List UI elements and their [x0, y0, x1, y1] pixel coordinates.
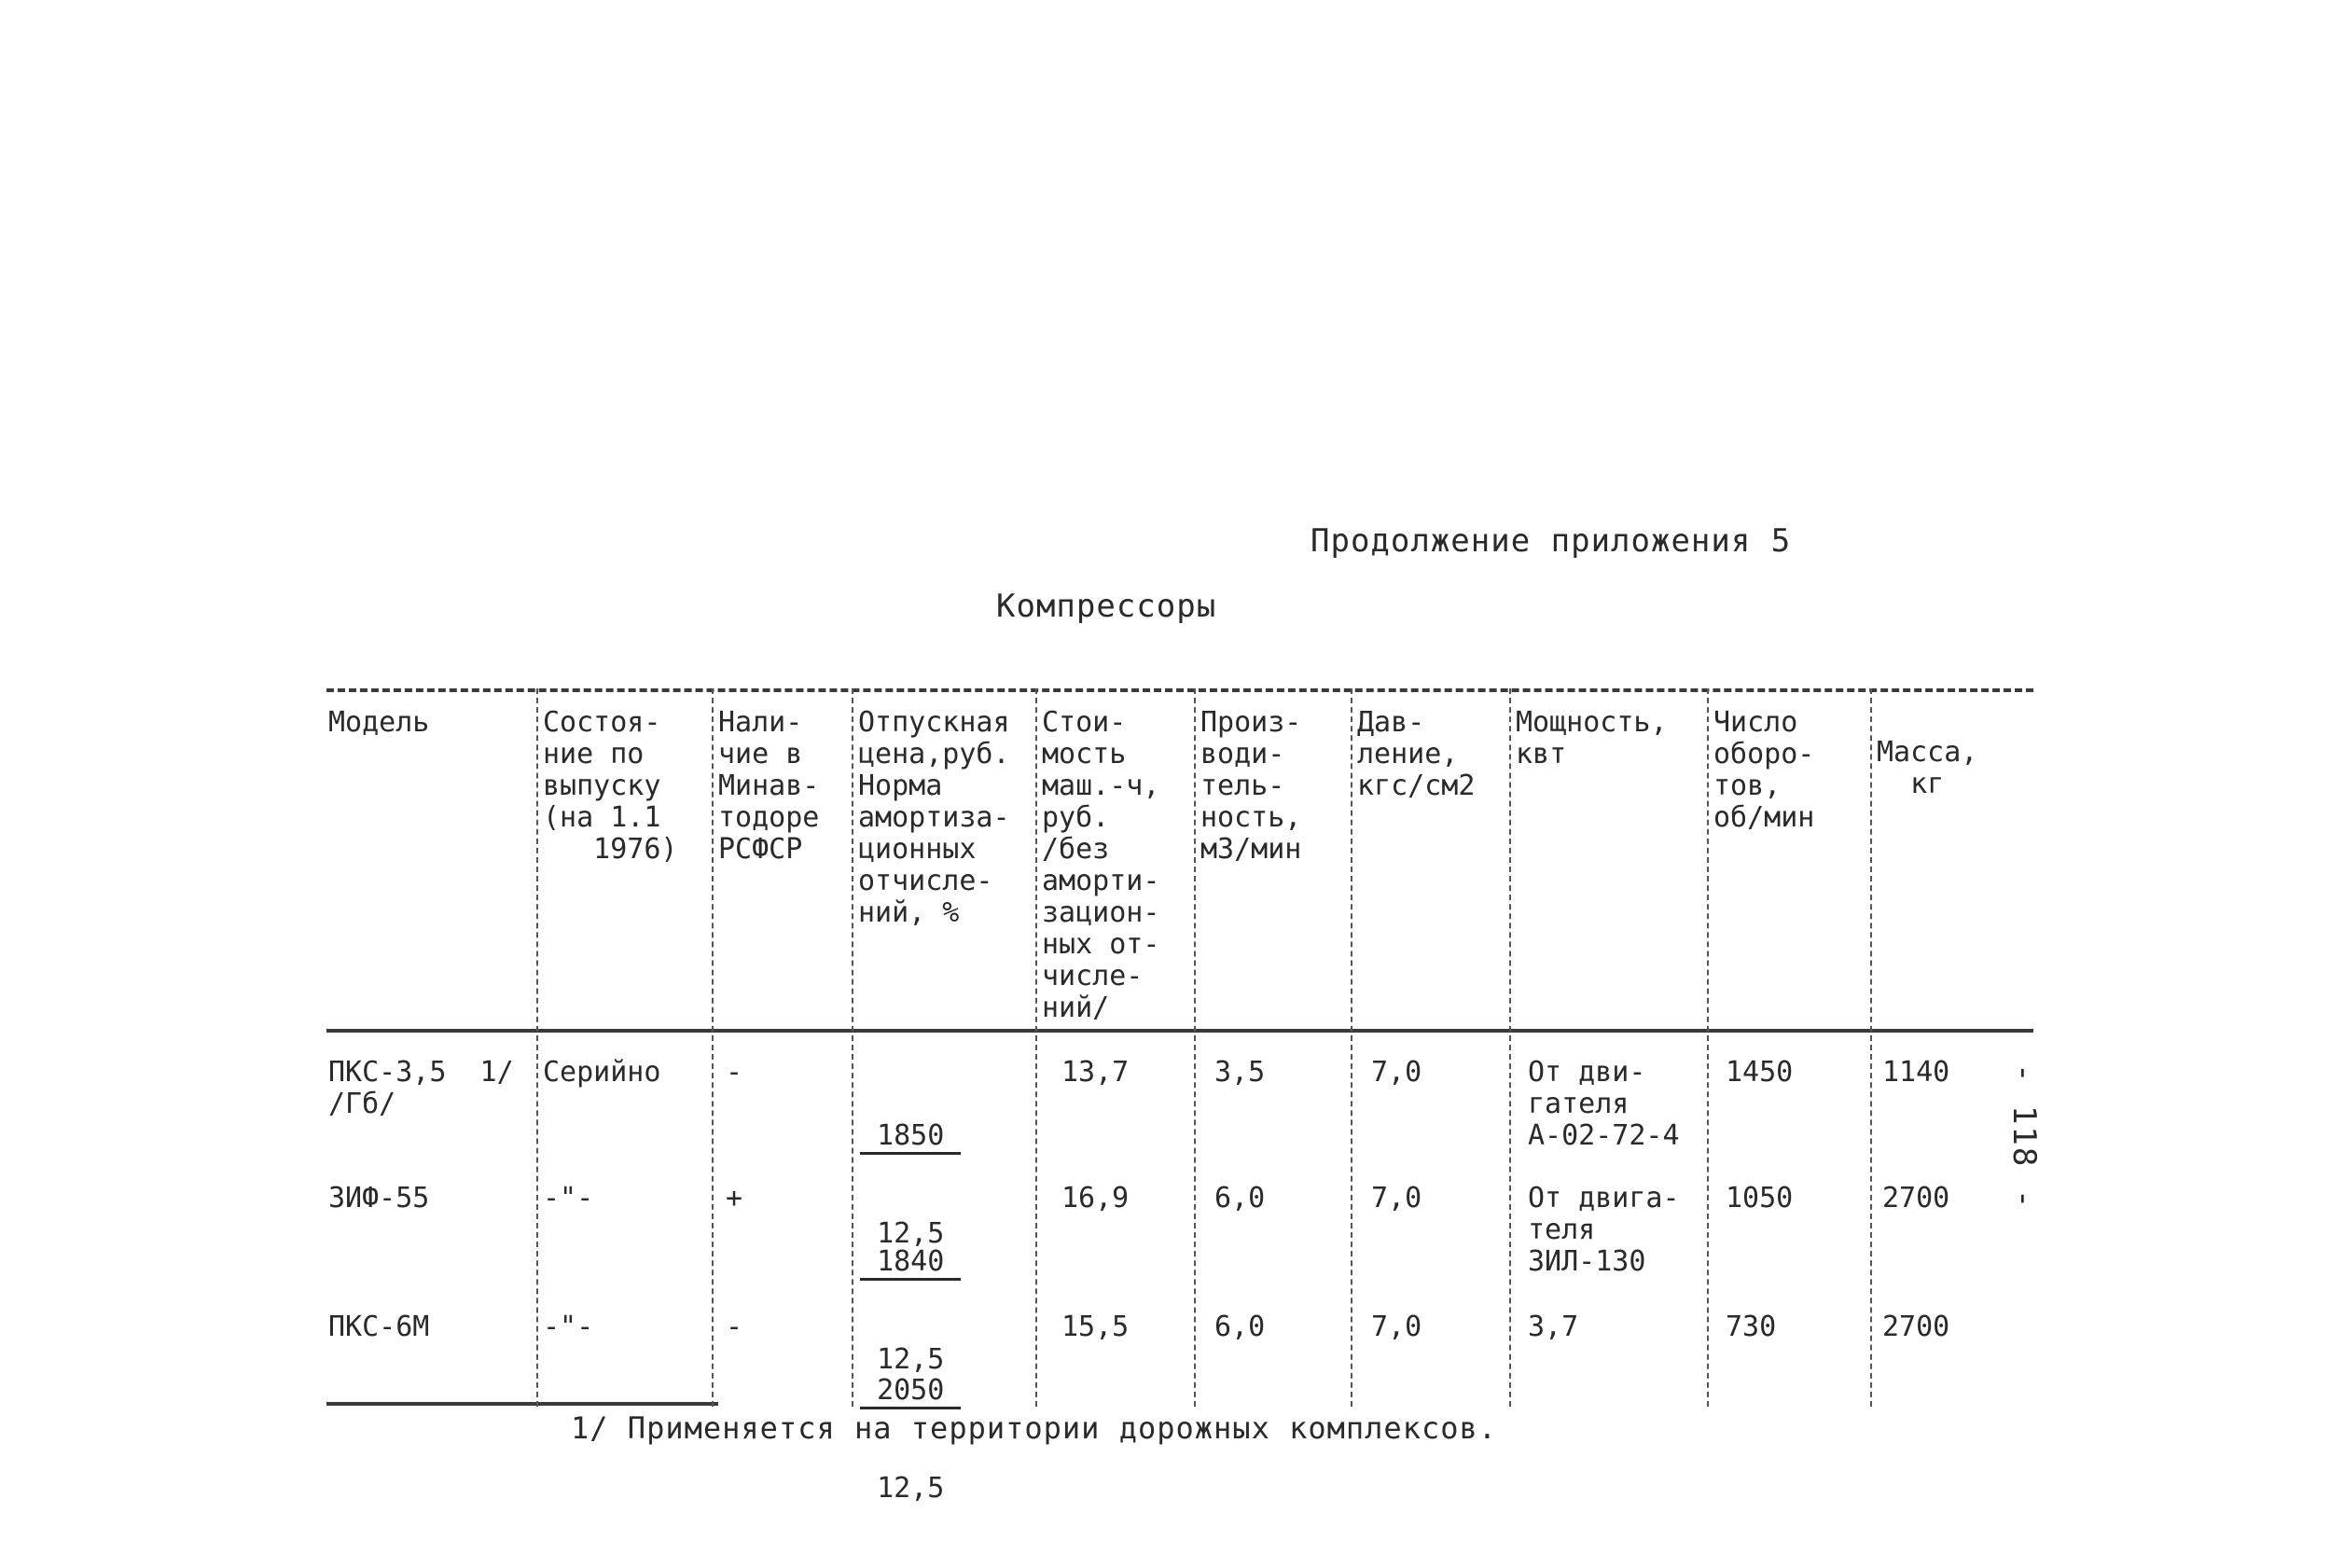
appendix-heading: Продолжение приложения 5 — [1311, 522, 1792, 560]
table-cell-status: Серийно — [543, 1056, 661, 1089]
table-cell-power: 3,7 — [1528, 1311, 1579, 1343]
depreciation-value: 12,5 — [877, 1343, 945, 1376]
header-pressure: Дав- ление, кгс/см2 — [1357, 706, 1476, 802]
header-availability: Нали- чие в Минав- тодоре РСФСР — [718, 706, 820, 866]
price-value: 1840 — [860, 1246, 961, 1281]
table-cell-rpm: 1050 — [1726, 1182, 1794, 1214]
depreciation-value: 12,5 — [877, 1472, 945, 1505]
table-cell-pressure: 7,0 — [1371, 1311, 1422, 1343]
price-value: 2050 — [860, 1375, 961, 1409]
header-status: Состоя- ние по выпуску (на 1.1 1976) — [543, 706, 678, 866]
header-capacity: Произ- води- тель- ность, м3/мин — [1200, 706, 1302, 866]
table-cell-power: От двига- теля ЗИЛ-130 — [1528, 1182, 1680, 1278]
table-cell-capacity: 3,5 — [1214, 1056, 1266, 1089]
header-power: Мощность, квт — [1516, 706, 1668, 770]
table-cell-rpm: 730 — [1726, 1311, 1777, 1343]
table-cell-cost: 13,7 — [1061, 1056, 1130, 1089]
table-cell-power: От дви- гателя А-02-72-4 — [1528, 1056, 1680, 1152]
table-cell-rpm: 1450 — [1726, 1056, 1794, 1089]
table-cell-model: ПКС-6М — [328, 1311, 430, 1343]
table-cell-status: -"- — [543, 1182, 594, 1214]
table-cell-status: -"- — [543, 1311, 594, 1343]
table-title: Компрессоры — [996, 588, 1217, 625]
table-cell-cost: 15,5 — [1061, 1311, 1130, 1343]
table-cell-pressure: 7,0 — [1371, 1182, 1422, 1214]
table-cell-capacity: 6,0 — [1214, 1311, 1266, 1343]
column-divider — [1035, 688, 1037, 1407]
header-cost: Стои- мость маш.-ч, руб. /без аморти- зацион- ных от- числе- ний/ — [1042, 706, 1160, 1024]
header-rpm: Число оборо- тов, об/мин — [1713, 706, 1815, 834]
column-divider — [1870, 688, 1872, 1407]
table-cell-mass: 2700 — [1882, 1182, 1950, 1214]
table-cell-cost: 16,9 — [1061, 1182, 1130, 1214]
depreciation-value: 12,5 — [877, 1217, 945, 1250]
header-price: Отпускная цена,руб. Норма амортиза- ционных отчисле- ний, % — [858, 706, 1010, 929]
page-number: - 118 - — [2005, 1063, 2043, 1211]
column-divider — [1509, 688, 1511, 1407]
table-top-rule — [326, 688, 2033, 692]
table-cell-mass: 1140 — [1882, 1056, 1950, 1089]
header-model: Модель — [328, 706, 430, 739]
table-cell-availability: - — [726, 1311, 743, 1343]
table-cell-model: ЗИФ-55 — [328, 1182, 430, 1214]
column-divider — [536, 688, 538, 1407]
column-divider — [1707, 688, 1709, 1407]
column-divider — [1351, 688, 1352, 1407]
header-mass: Масса, кг — [1877, 736, 1978, 800]
table-footnote: 1/ Применяется на территории дорожных комплексов. — [571, 1410, 1498, 1446]
table-cell-availability: + — [726, 1182, 743, 1214]
column-divider — [1194, 688, 1196, 1407]
table-cell-capacity: 6,0 — [1214, 1182, 1266, 1214]
column-divider — [852, 688, 853, 1407]
table-cell-mass: 2700 — [1882, 1311, 1950, 1343]
table-cell-availability: - — [726, 1056, 743, 1089]
table-cell-model: ПКС-3,5 1/ /Гб/ — [328, 1056, 514, 1120]
price-value: 1850 — [860, 1120, 961, 1155]
header-separator-rule — [326, 1029, 2033, 1033]
table-cell-pressure: 7,0 — [1371, 1056, 1422, 1089]
table-bottom-rule — [326, 1402, 718, 1406]
column-divider — [712, 688, 714, 1407]
